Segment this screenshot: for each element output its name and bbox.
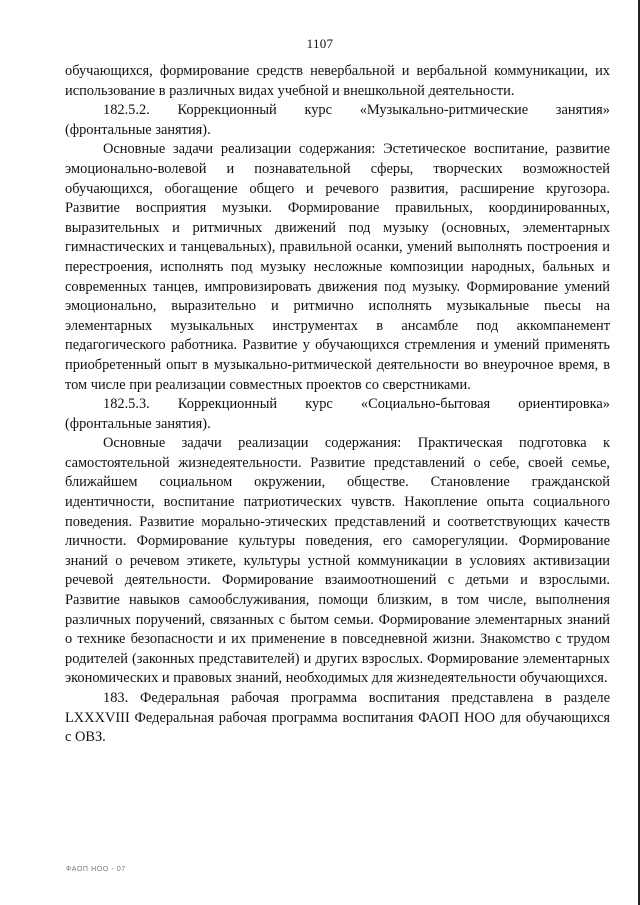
page-number: 1107 [306,36,334,51]
section-heading-182-5-2: 182.5.2. Коррекционный курс «Музыкально-ритмические занятия» [103,102,610,119]
body-paragraph-music: Основные задачи реализации содержания: Эстетическое воспитание, развитие эмоционально-волевой и познавательной сферы, творческих возможностей обучающихся, обогащение общего и речевого развития, расширение кругозора. Развитие восприятия музыки. Формирование правильных, координированных, выразительных и ритмичных движений под музыку (основных, элементарных гимнастических и танцевальных), правильной осанки, умений выполнять построения и перестроения, исполнять под музыку несложные композиции народных, бальных и современных танцев, импровизировать движения под музыку. Формирование умений эмоционально, выразительно и ритмично исполнять музыкальные пьесы на элементарных музыкальных инструментах в ансамбле под аккомпанемент педагогического работника. Развитие у обучающихся стремления и умений применять приобретенный опыт в музыкально-ритмической деятельности во внеурочное время, в том числе при реализации совместных проектов со сверстниками. [65,141,610,393]
section-heading-182-5-2-continuation: (фронтальные занятия). [65,121,211,138]
body-paragraph-social: Основные задачи реализации содержания: Практическая подготовка к самостоятельной жизнедеятельности. Развитие представлений о себе, своей семье, ближайшем социальном окружении, обществе. Становление гражданской идентичности, воспитание патриотических чувств. Накопление опыта социального поведения. Развитие морально-этических представлений и соответствующих качеств личности. Формирование культуры поведения, его саморегуляции. Формирование знаний о речевом этикете, культуры устной коммуникации в условиях активизации речевой деятельности. Формирование взаимоотношений с детьми и взрослыми. Развитие навыков самообслуживания, помощи близким, в том числе, выполнения различных поручений, связанных с бытом семьи. Формирование элементарных знаний о технике безопасности и их применение в повседневной жизни. Знакомство с трудом родителей (законных представителей) и других взрослых. Формирование элементарных экономических и правовых знаний, необходимых для жизнедеятельности обучающихся. [65,435,610,687]
document-body [65,62,610,748]
footer-label: ФАОП НОО - 07 [66,866,126,873]
body-paragraph-183: 183. Федеральная рабочая программа воспитания представлена в разделе LXXXVIII Федеральная рабочая программа воспитания ФАОП НОО для обучающихся с ОВЗ. [65,690,610,746]
section-heading-182-5-3: 182.5.3. Коррекционный курс «Социально-бытовая ориентировка» [103,396,610,413]
section-heading-182-5-3-continuation: (фронтальные занятия). [65,415,211,432]
continuation-paragraph: обучающихся, формирование средств невербальной и вербальной коммуникации, их использование в различных видах учебной и внешкольной деятельности. [65,63,610,99]
